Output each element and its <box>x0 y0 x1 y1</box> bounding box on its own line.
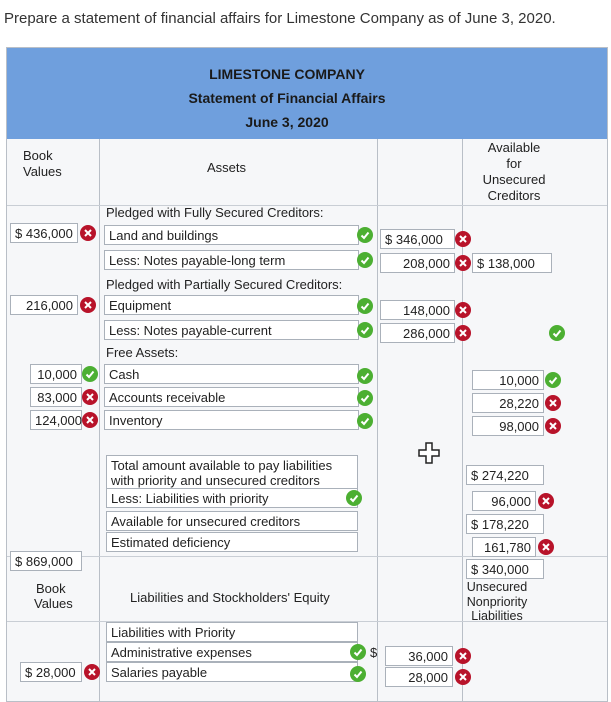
incorrect-icon <box>455 648 471 664</box>
book-total-field[interactable]: $ 869,000 <box>10 551 82 571</box>
available-header-l3: Unsecured <box>482 172 546 187</box>
correct-icon <box>357 390 373 406</box>
land-value-field[interactable]: $ 346,000 <box>380 229 455 249</box>
correct-icon <box>357 322 373 338</box>
divider <box>377 139 378 701</box>
label-pledged-partial: Pledged with Partially Secured Creditors: <box>106 277 343 292</box>
salaries-value-field[interactable]: 28,000 <box>385 667 453 687</box>
unsecured-header-l1: Unsecured <box>466 580 528 594</box>
statement-date: June 3, 2020 <box>245 114 329 130</box>
company-name: LIMESTONE COMPANY <box>209 66 365 82</box>
incorrect-icon <box>82 389 98 405</box>
incorrect-icon <box>455 302 471 318</box>
liab-book-header-l1: Book <box>36 581 66 596</box>
inventory-book-value-field[interactable]: 124,000 <box>30 410 82 430</box>
equipment-field[interactable]: Equipment <box>104 295 359 315</box>
admin-dollar-sign: $ <box>370 645 378 660</box>
incorrect-icon <box>80 297 96 313</box>
unsecured-header-l3: Liabilities <box>471 609 523 623</box>
available-unsecured-value-field[interactable]: $ 178,220 <box>466 514 544 534</box>
book-values-header-l2: Values <box>23 164 62 179</box>
book-values-header-l1: Book <box>23 148 53 163</box>
available-header-l2: for <box>506 156 522 171</box>
correct-icon <box>357 413 373 429</box>
unsecured-header-l2: Nonpriority <box>466 595 528 609</box>
incorrect-icon <box>455 231 471 247</box>
label-pledged-full: Pledged with Fully Secured Creditors: <box>106 205 324 220</box>
correct-icon <box>346 490 362 506</box>
ar-available-field[interactable]: 28,220 <box>472 393 544 413</box>
liab-book-header-l2: Values <box>34 596 73 611</box>
incorrect-icon <box>455 255 471 271</box>
correct-icon <box>357 298 373 314</box>
equipment-value-field[interactable]: 148,000 <box>380 300 455 320</box>
notes-current-field[interactable]: Less: Notes payable-current <box>104 320 359 340</box>
cash-book-value-field[interactable]: 10,000 <box>30 364 82 384</box>
correct-icon <box>350 666 366 682</box>
incorrect-icon <box>538 539 554 555</box>
correct-icon <box>357 227 373 243</box>
inventory-available-field[interactable]: 98,000 <box>472 416 544 436</box>
land-buildings-field[interactable]: Land and buildings <box>104 225 359 245</box>
admin-expenses-value-field[interactable]: 36,000 <box>385 646 453 666</box>
salaries-payable-field[interactable]: Salaries payable <box>106 662 358 682</box>
land-book-value-field[interactable]: $ 436,000 <box>10 223 78 243</box>
divider <box>99 139 100 701</box>
incorrect-icon <box>545 395 561 411</box>
admin-expenses-field[interactable]: Administrative expenses <box>106 642 358 662</box>
inventory-field[interactable]: Inventory <box>104 410 359 430</box>
equipment-book-value-field[interactable]: 216,000 <box>10 295 78 315</box>
incorrect-icon <box>84 664 100 680</box>
ar-book-value-field[interactable]: 83,000 <box>30 387 82 407</box>
correct-icon <box>357 252 373 268</box>
incorrect-icon <box>455 325 471 341</box>
total-value-field[interactable]: $ 274,220 <box>466 465 544 485</box>
cash-field[interactable]: Cash <box>104 364 359 384</box>
available-unsecured-field[interactable]: Available for unsecured creditors <box>106 511 358 531</box>
liab-equity-header: Liabilities and Stockholders' Equity <box>130 590 330 605</box>
problem-prompt: Prepare a statement of financial affairs for Limestone Company as of June 3, 2020. <box>4 10 556 27</box>
available-header-l1: Available <box>487 140 541 155</box>
salaries-book-value-field[interactable]: $ 28,000 <box>20 662 82 682</box>
correct-icon <box>545 372 561 388</box>
total-label-l1: Total amount available to pay liabilities <box>111 458 333 473</box>
ar-field[interactable]: Accounts receivable <box>104 387 359 407</box>
incorrect-icon <box>80 225 96 241</box>
correct-icon <box>82 366 98 382</box>
cash-available-field[interactable]: 10,000 <box>472 370 544 390</box>
correct-icon <box>357 368 373 384</box>
estimated-deficiency-field[interactable]: Estimated deficiency <box>106 532 358 552</box>
correct-icon <box>350 644 366 660</box>
incorrect-icon <box>538 493 554 509</box>
incorrect-icon <box>545 418 561 434</box>
correct-icon <box>549 325 565 341</box>
total-label-l2: with priority and unsecured creditors <box>111 473 320 488</box>
less-priority-value-field[interactable]: 96,000 <box>472 491 536 511</box>
liabilities-priority-field[interactable]: Liabilities with Priority <box>106 622 358 642</box>
assets-header: Assets <box>207 160 247 175</box>
notes-lt-available-field[interactable]: $ 138,000 <box>472 253 552 273</box>
total-340-field[interactable]: $ 340,000 <box>466 559 544 579</box>
notes-current-value-field[interactable]: 286,000 <box>380 323 455 343</box>
available-header-l4: Creditors <box>487 188 541 203</box>
notes-lt-value-field[interactable]: 208,000 <box>380 253 455 273</box>
notes-lt-field[interactable]: Less: Notes payable-long term <box>104 250 359 270</box>
cursor-crosshair-icon <box>418 442 440 464</box>
less-priority-field[interactable]: Less: Liabilities with priority <box>106 488 358 508</box>
estimated-deficiency-value-field[interactable]: 161,780 <box>472 537 536 557</box>
statement-title: Statement of Financial Affairs <box>188 90 386 106</box>
incorrect-icon <box>82 412 98 428</box>
statement-header <box>7 48 607 139</box>
label-free-assets: Free Assets: <box>106 345 179 360</box>
total-available-field[interactable] <box>106 455 358 489</box>
incorrect-icon <box>455 669 471 685</box>
